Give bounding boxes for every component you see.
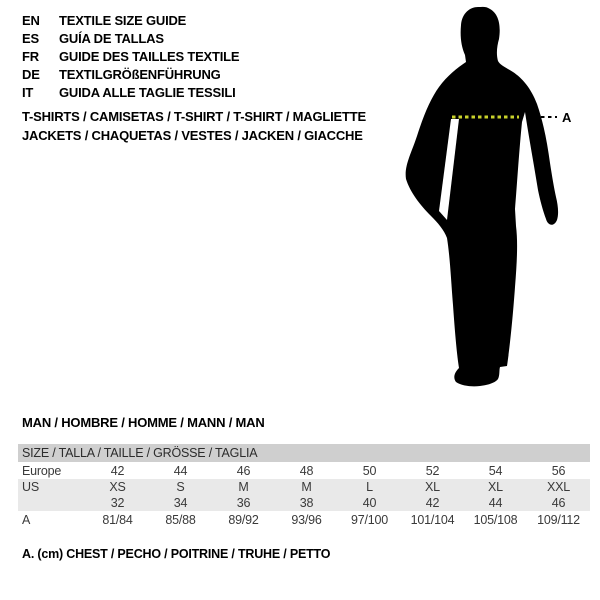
language-code: EN [22, 13, 40, 28]
left-armpit-gap [439, 119, 459, 220]
size-cell: 38 [275, 495, 338, 511]
size-cell: 36 [212, 495, 275, 511]
language-row [22, 48, 239, 66]
row-label: Europe [18, 462, 86, 479]
size-cell: 42 [401, 495, 464, 511]
size-row-chest-cm [18, 511, 590, 528]
row-label [18, 495, 86, 511]
man-silhouette [406, 7, 558, 387]
garment-categories [22, 108, 366, 145]
size-cell: 89/92 [212, 511, 275, 528]
language-code: IT [22, 85, 34, 100]
size-cell: XS [86, 479, 149, 495]
size-cell: M [212, 479, 275, 495]
language-label: GUIDE DES TAILLES TEXTILE [59, 49, 240, 64]
size-cell: 48 [275, 462, 338, 479]
size-cell: 93/96 [275, 511, 338, 528]
size-cell: S [149, 479, 212, 495]
size-cell: 56 [527, 462, 590, 479]
language-code: ES [22, 31, 39, 46]
measurement-footnote: A. (cm) CHEST / PECHO / POITRINE / TRUHE / PETTO [22, 547, 331, 561]
size-cell: 32 [86, 495, 149, 511]
man-section-heading: MAN / HOMBRE / HOMME / MANN / MAN [22, 415, 265, 430]
size-row-us-letter [18, 479, 590, 495]
language-row [22, 30, 239, 48]
size-cell: 101/104 [401, 511, 464, 528]
size-cell: XL [464, 479, 527, 495]
language-row [22, 66, 239, 84]
size-row-us-numeric [18, 495, 590, 511]
size-cell: 105/108 [464, 511, 527, 528]
category-line-tshirts: T-SHIRTS / CAMISETAS / T-SHIRT / T-SHIRT / MAGLIETTE [22, 109, 366, 124]
size-cell: 50 [338, 462, 401, 479]
size-cell: 46 [527, 495, 590, 511]
language-code: FR [22, 49, 39, 64]
row-label: A [18, 511, 86, 528]
size-cell: 44 [464, 495, 527, 511]
size-cell: 52 [401, 462, 464, 479]
size-cell: 42 [86, 462, 149, 479]
language-label: GUIDA ALLE TAGLIE TESSILI [59, 85, 236, 100]
row-label: US [18, 479, 86, 495]
size-cell: XXL [527, 479, 590, 495]
size-cell: 44 [149, 462, 212, 479]
language-row [22, 12, 239, 30]
size-row-europe [18, 462, 590, 479]
size-cell: XL [401, 479, 464, 495]
language-label: GUÍA DE TALLAS [59, 31, 164, 46]
category-line-jackets: JACKETS / CHAQUETAS / VESTES / JACKEN / GIACCHE [22, 127, 363, 143]
size-cell: M [275, 479, 338, 495]
size-cell: 54 [464, 462, 527, 479]
language-code: DE [22, 67, 40, 82]
size-table-header-row [18, 444, 590, 462]
size-cell: L [338, 479, 401, 495]
language-row [22, 84, 239, 102]
size-cell: 34 [149, 495, 212, 511]
size-cell: 46 [212, 462, 275, 479]
size-cell: 85/88 [149, 511, 212, 528]
size-cell: 97/100 [338, 511, 401, 528]
size-table [18, 444, 590, 528]
measure-label-a: A [562, 110, 572, 125]
size-cell: 81/84 [86, 511, 149, 528]
size-cell: 40 [338, 495, 401, 511]
language-label: TEXTILGRÖßENFÜHRUNG [59, 67, 221, 82]
language-label: TEXTILE SIZE GUIDE [59, 13, 187, 28]
size-table-header: SIZE / TALLA / TAILLE / GRÖSSE / TAGLIA [18, 444, 590, 462]
size-table-container [18, 444, 590, 528]
language-list [22, 12, 239, 102]
size-cell: 109/112 [527, 511, 590, 528]
